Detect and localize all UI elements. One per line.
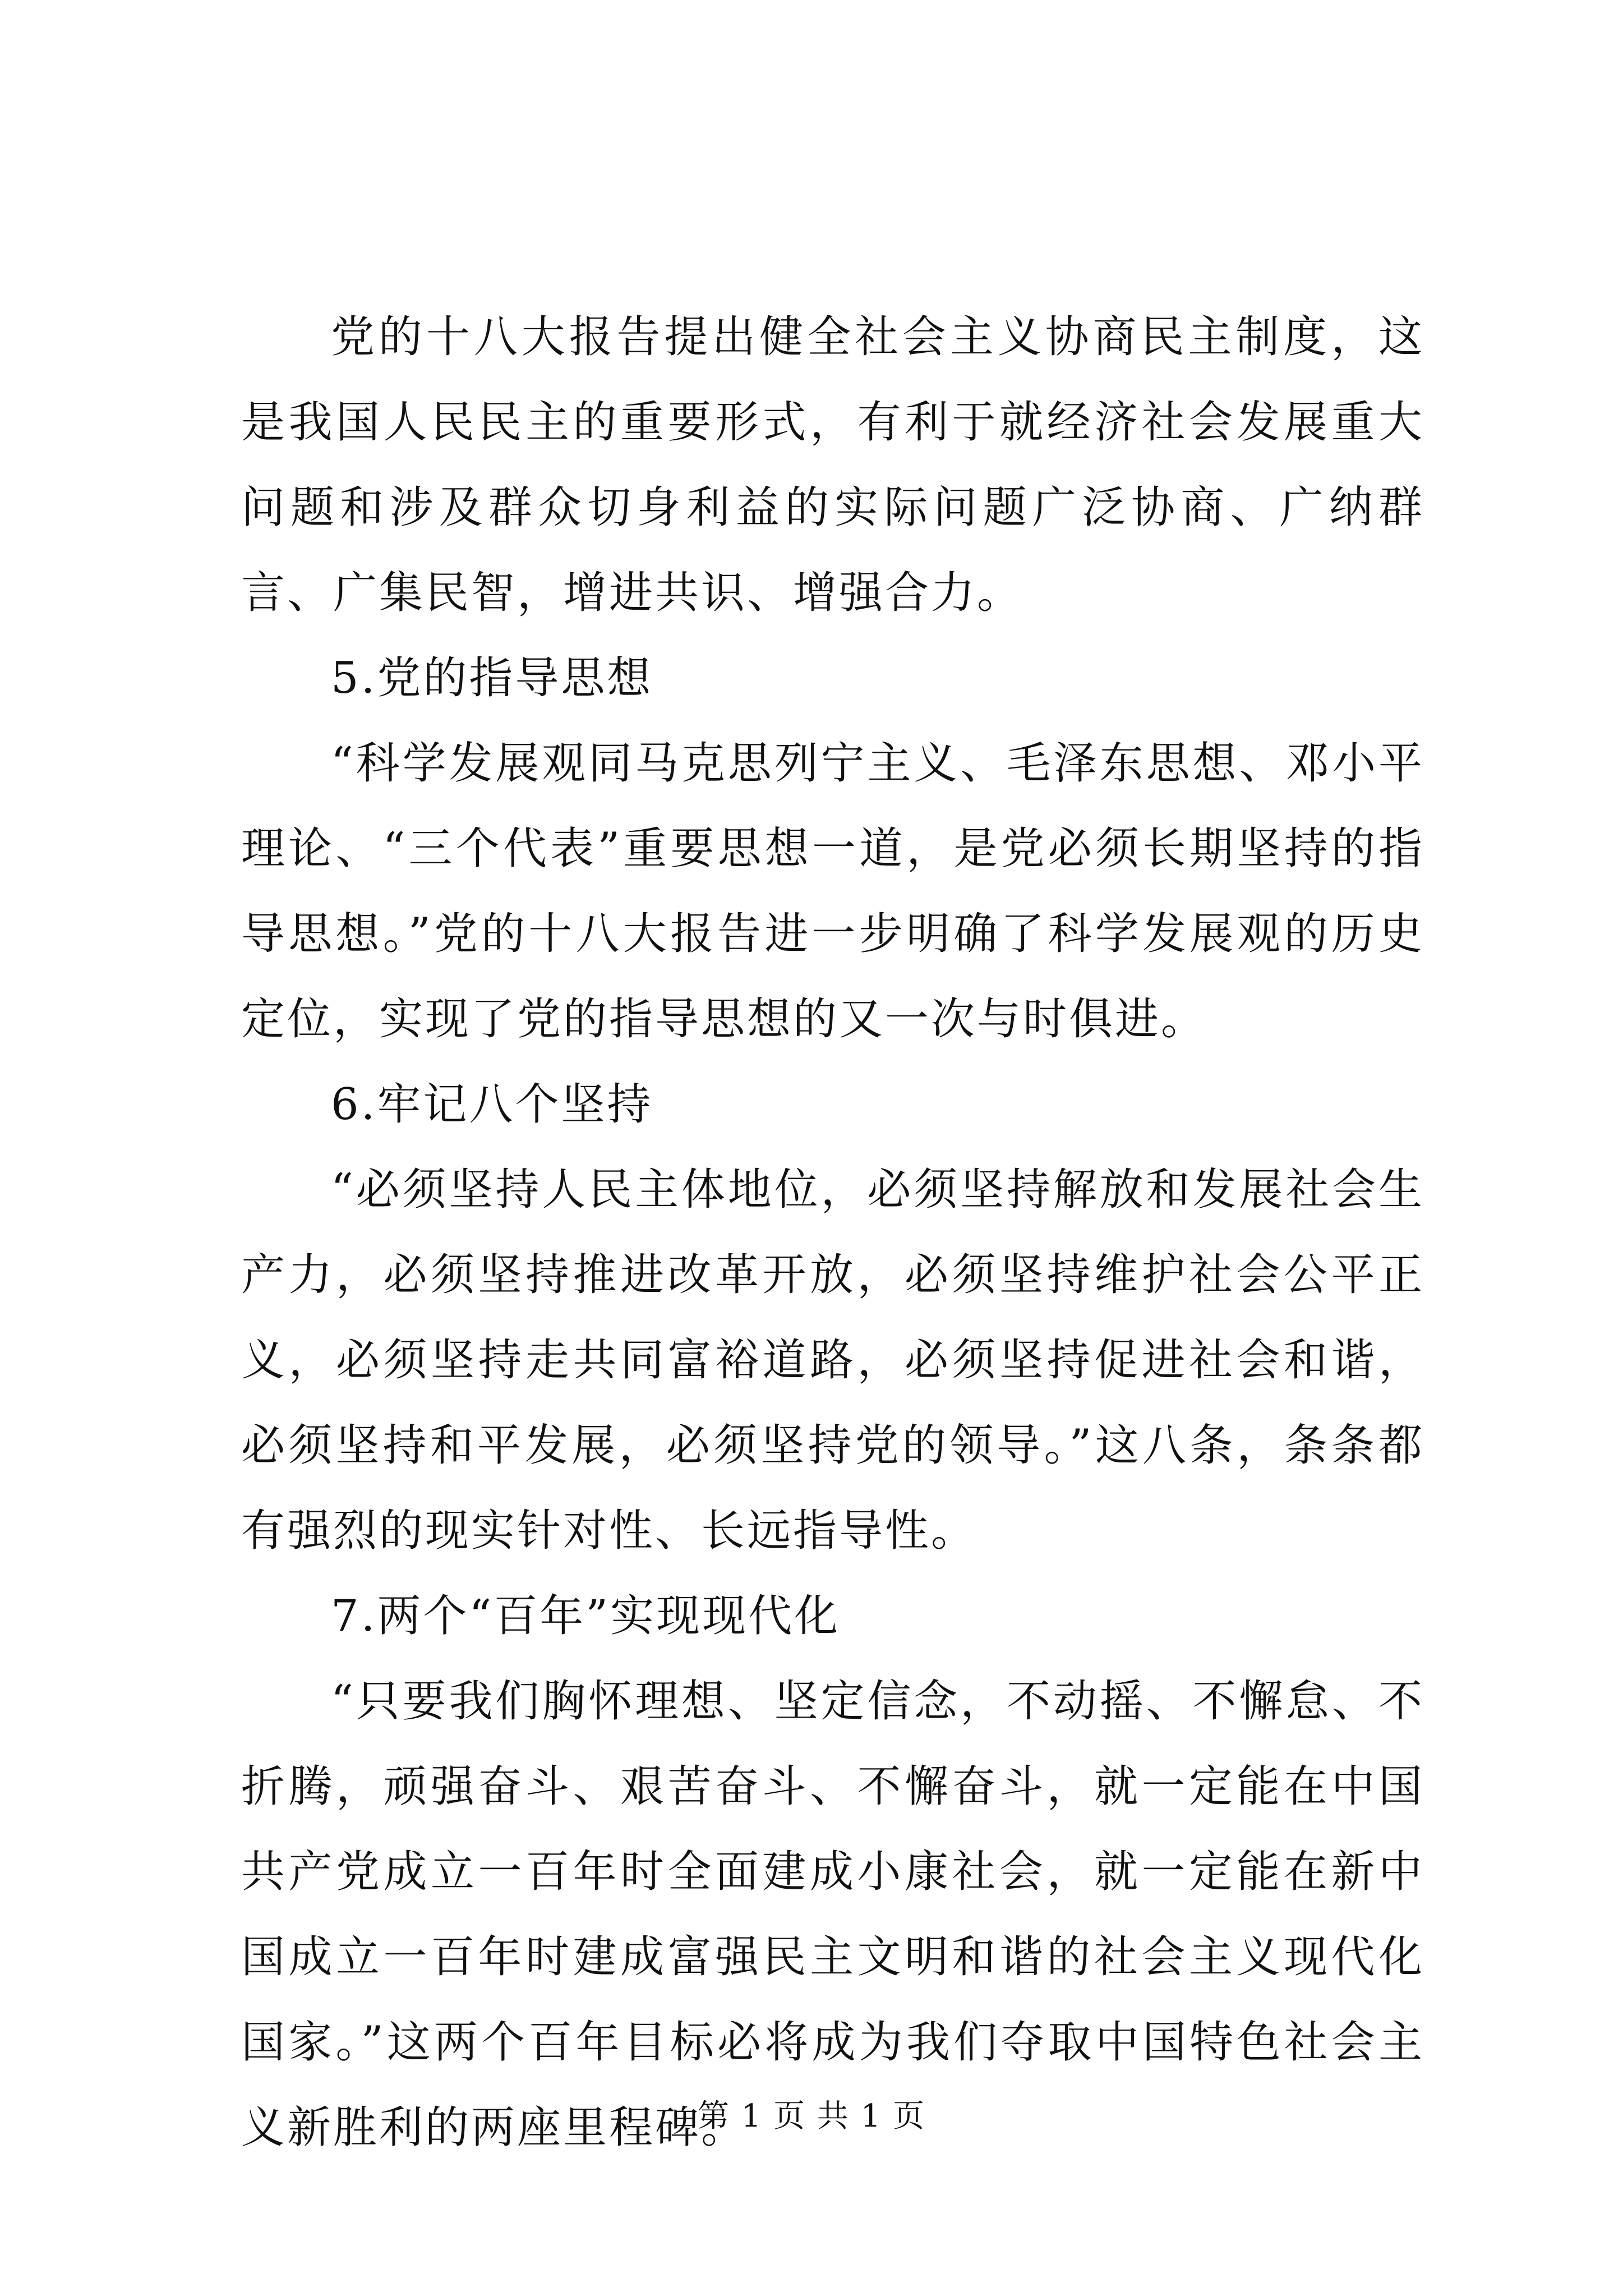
- page-footer: 第 1 页 共 1 页: [697, 2098, 926, 2134]
- paragraph-eight-musts: “必须坚持人民主体地位，必须坚持解放和发展社会生产力，必须坚持推进改革开放，必须坚持维护社会公平正义，必须坚持走共同富裕道路，必须坚持促进社会和谐，必须坚持和平发展，必须坚持党的领导。”这八条，条条都有强烈的现实针对性、长远指导性。: [241, 1165, 1424, 1556]
- document-body: [241, 295, 1424, 2170]
- paragraph-two-centenary-goals: “只要我们胸怀理想、坚定信念，不动摇、不懈怠、不折腾，顽强奋斗、艰苦奋斗、不懈奋斗，就一定能在中国共产党成立一百年时全面建成小康社会，就一定能在新中国成立一百年时建成富强民主文明和谐的社会主义现代化国家。”这两个百年目标必将成为我们夺取中国特色社会主义新胜利的两座里程碑。: [241, 1676, 1424, 2153]
- paragraph-consultative-democracy: 党的十八大报告提出健全社会主义协商民主制度，这是我国人民民主的重要形式，有利于就经济社会发展重大问题和涉及群众切身利益的实际问题广泛协商、广纳群言、广集民智，增进共识、增强合力。: [241, 312, 1424, 618]
- section-heading-7: 7.两个“百年”实现现代化: [331, 1591, 841, 1641]
- paragraph-guiding-thought: “科学发展观同马克思列宁主义、毛泽东思想、邓小平理论、“三个代表”重要思想一道，是党必须长期坚持的指导思想。”党的十八大报告进一步明确了科学发展观的历史定位，实现了党的指导思想的又一次与时俱进。: [241, 738, 1424, 1045]
- section-heading-5: 5.党的指导思想: [331, 653, 653, 703]
- section-heading-6: 6.牢记八个坚持: [331, 1079, 653, 1130]
